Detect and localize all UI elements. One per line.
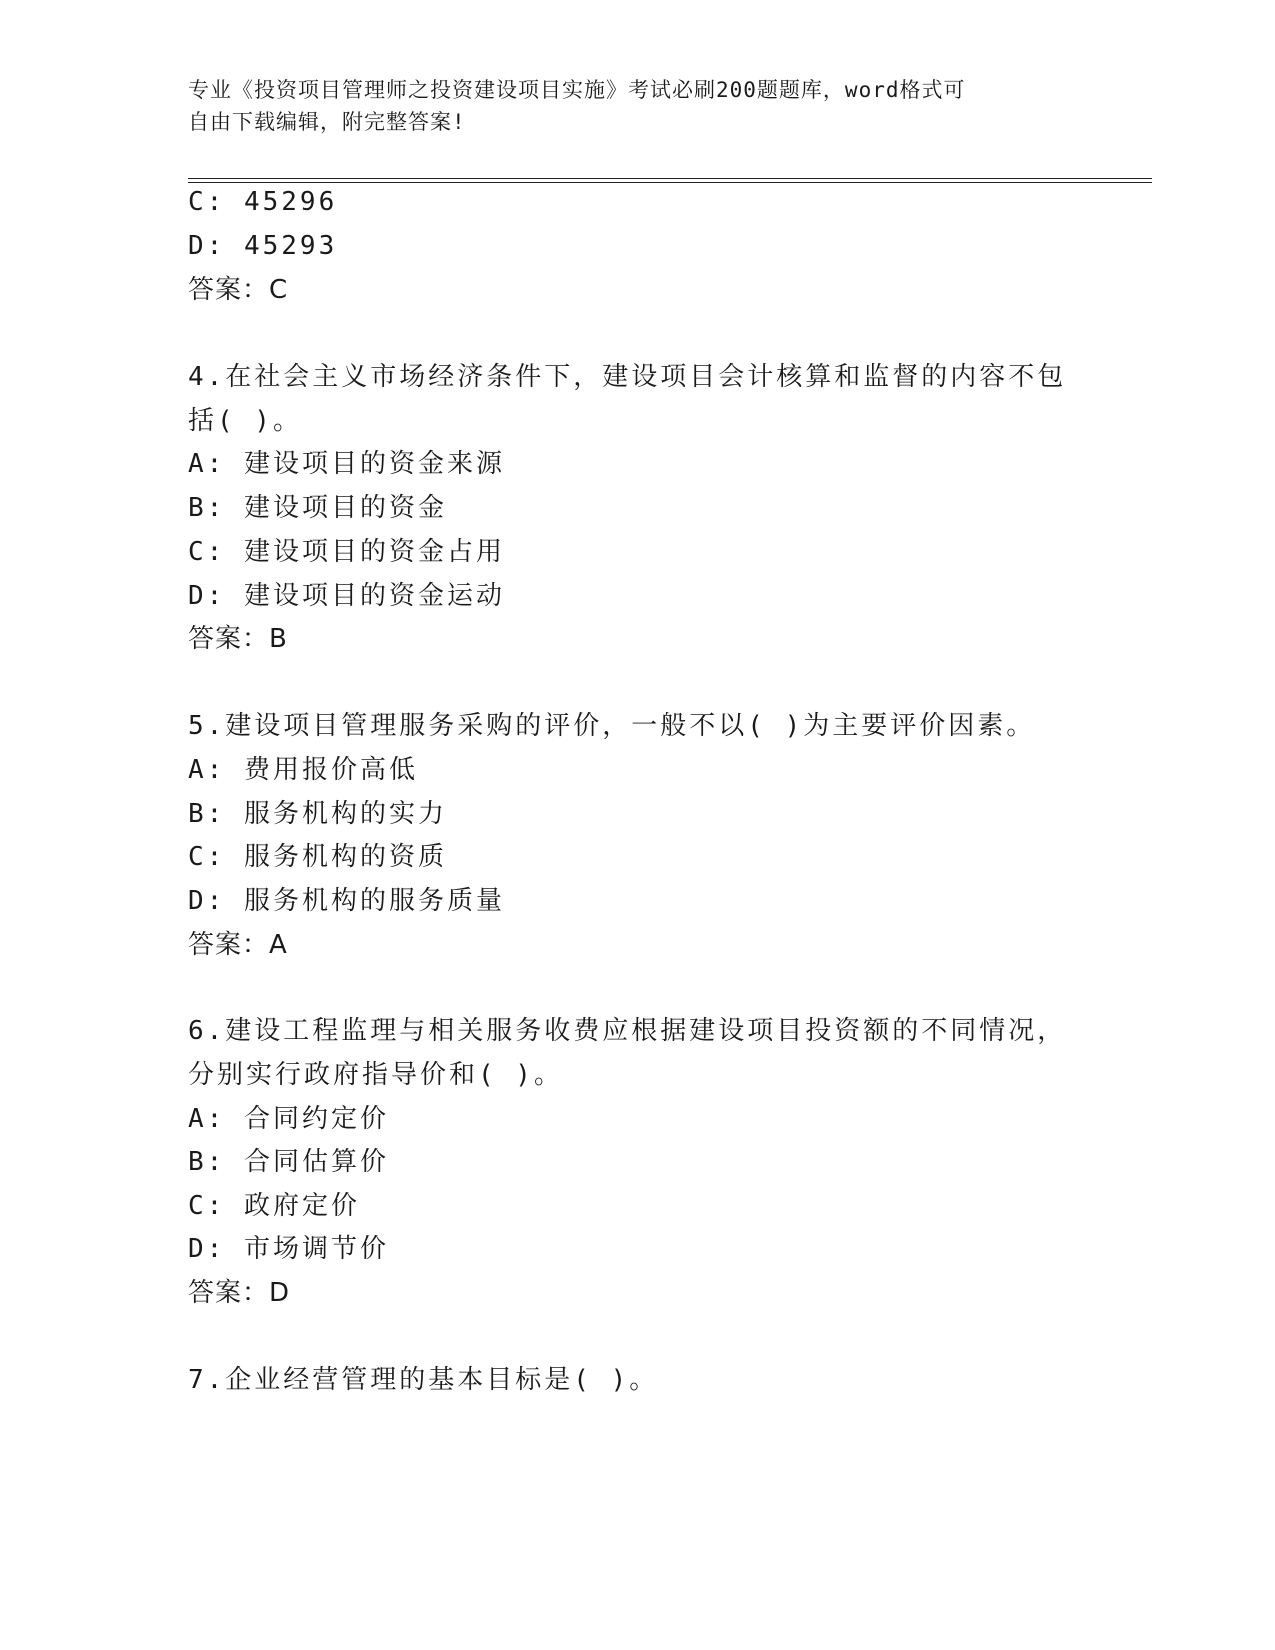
q6-stem-line-1: 6.建设工程监理与相关服务收费应根据建设项目投资额的不同情况， bbox=[188, 1016, 1067, 1046]
header-title-line-2: 自由下载编辑，附完整答案! bbox=[188, 110, 466, 134]
q6-stem-line-2: 分别实行政府指导价和( )。 bbox=[188, 1060, 563, 1090]
q5-answer: 答案：A bbox=[188, 930, 288, 960]
header-divider bbox=[188, 178, 1152, 183]
q4-option-d: D: 建设项目的资金运动 bbox=[188, 581, 505, 611]
q5-option-d: D: 服务机构的服务质量 bbox=[188, 886, 505, 916]
q4-answer: 答案：B bbox=[188, 624, 288, 654]
q5-option-b: B: 服务机构的实力 bbox=[188, 799, 447, 829]
q6-option-b: B: 合同估算价 bbox=[188, 1147, 389, 1177]
q6-option-c: C: 政府定价 bbox=[188, 1191, 360, 1221]
prev-option-c: C: 45296 bbox=[188, 187, 338, 217]
q4-option-c: C: 建设项目的资金占用 bbox=[188, 537, 505, 567]
q5-option-a: A: 费用报价高低 bbox=[188, 755, 418, 785]
q6-answer: 答案：D bbox=[188, 1278, 291, 1308]
q4-stem-line-1: 4.在社会主义市场经济条件下，建设项目会计核算和监督的内容不包 bbox=[188, 362, 1067, 392]
q6-option-d: D: 市场调节价 bbox=[188, 1234, 389, 1264]
q4-option-b: B: 建设项目的资金 bbox=[188, 493, 447, 523]
q4-option-a: A: 建设项目的资金来源 bbox=[188, 449, 505, 479]
prev-answer: 答案：C bbox=[188, 275, 289, 305]
q4-stem-line-2: 括( )。 bbox=[188, 406, 302, 436]
q7-stem-line-1: 7.企业经营管理的基本目标是( )。 bbox=[188, 1365, 659, 1395]
document-header bbox=[188, 74, 1088, 138]
header-title-line-1: 专业《投资项目管理师之投资建设项目实施》考试必刷200题题库，word格式可 bbox=[188, 78, 966, 102]
q6-option-a: A: 合同约定价 bbox=[188, 1104, 389, 1134]
q5-stem-line-1: 5.建设项目管理服务采购的评价，一般不以( )为主要评价因素。 bbox=[188, 711, 1036, 741]
q5-option-c: C: 服务机构的资质 bbox=[188, 842, 447, 872]
prev-option-d: D: 45293 bbox=[188, 231, 338, 261]
